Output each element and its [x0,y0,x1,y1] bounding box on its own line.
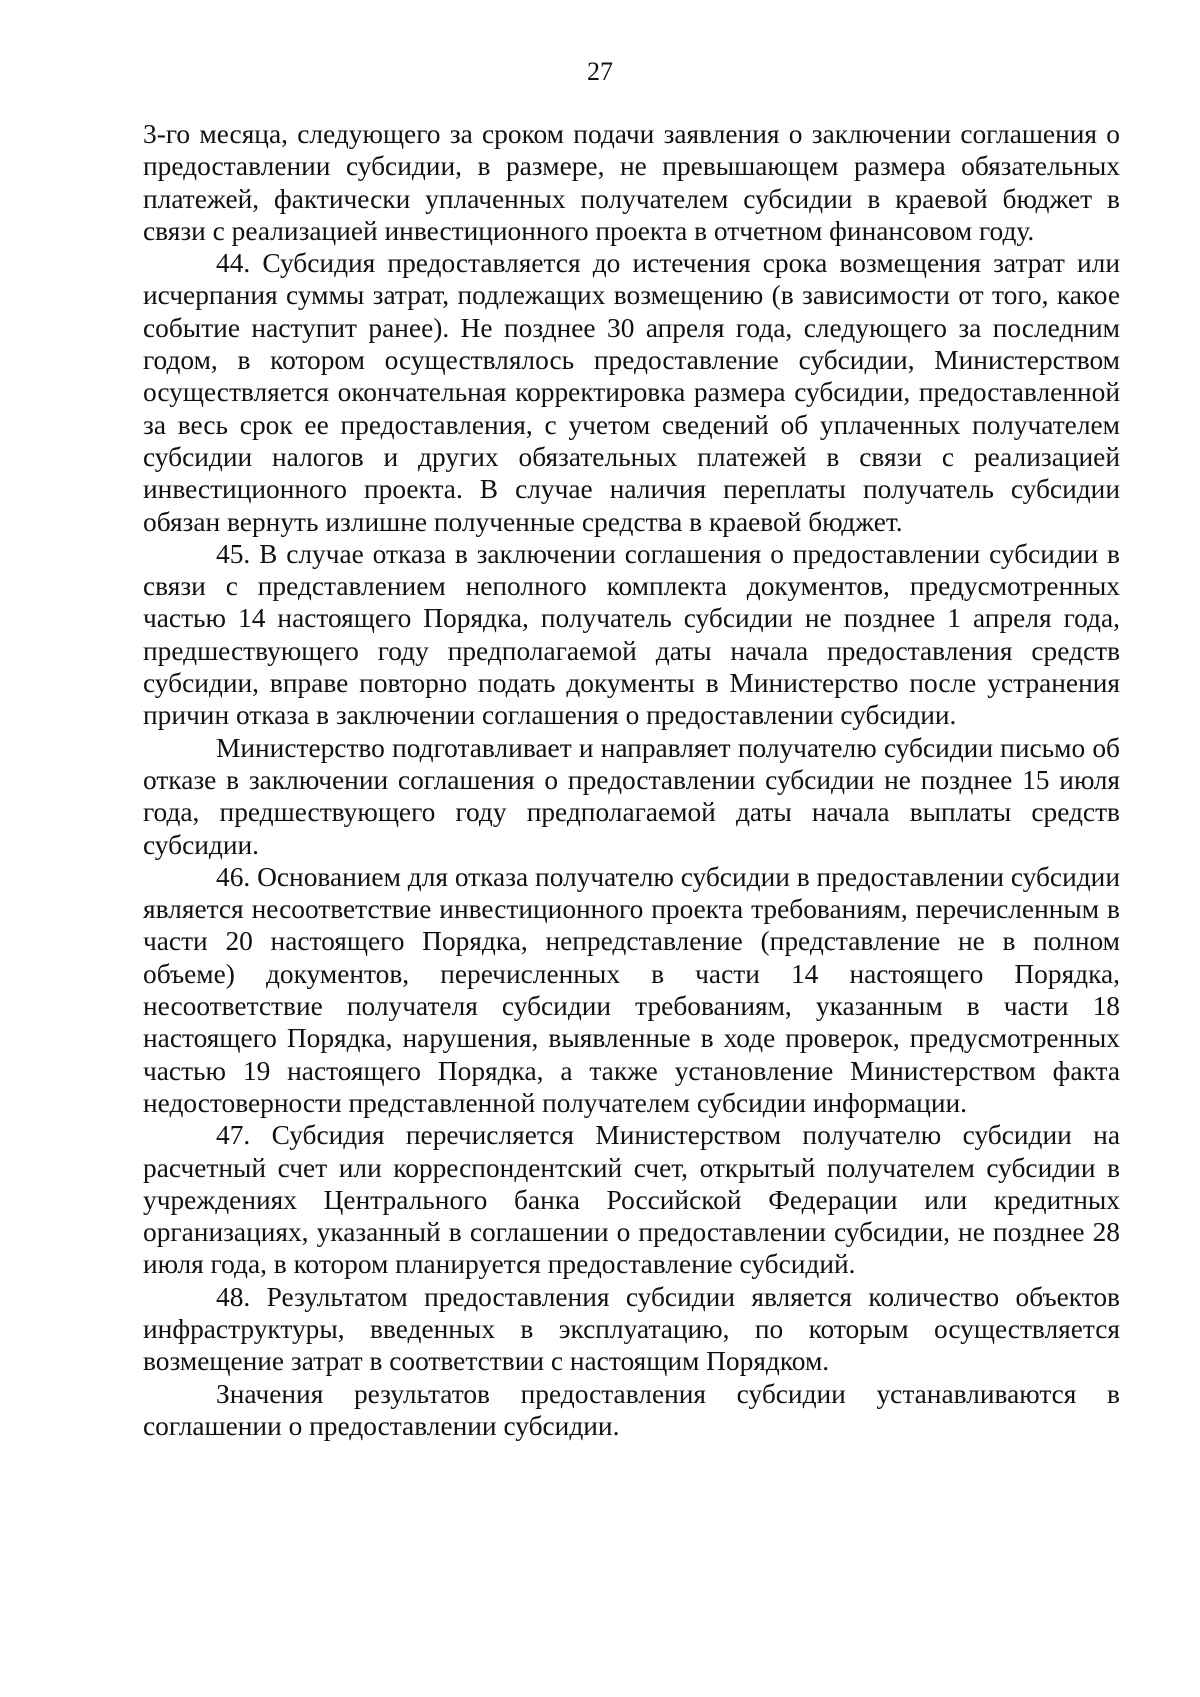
paragraph-46: 46. Основанием для отказа получателю субсидии в предоставлении субсидии является несоответствие инвестиционного проекта требованиям, перечисленным в части 20 настоящего Порядка, непредставление (представление не в полном объеме) документов, перечисленных в части 14 настоящего Порядка, несоответствие получателя субсидии требованиям, указанным в части 18 настоящего Порядка, нарушения, выявленные в ходе проверок, предусмотренных частью 19 настоящего Порядка, а также установление Министерством факта недостоверности представленной получателем субсидии информации. [143,861,1120,1118]
paragraph-48: 48. Результатом предоставления субсидии является количество объектов инфраструктуры, введенных в эксплуатацию, по которым осуществляется возмещение затрат в соответствии с настоящим Порядком. [143,1281,1120,1377]
paragraph-45: 45. В случае отказа в заключении соглашения о предоставлении субсидии в связи с представлением неполного комплекта документов, предусмотренных частью 14 настоящего Порядка, получатель субсидии не позднее 1 апреля года, предшествующего году предполагаемой даты начала предоставления средств субсидии, вправе повторно подать документы в Министерство после устранения причин отказа в заключении соглашения о предоставлении субсидии. [143,538,1120,731]
page-number: 27 [587,57,613,86]
paragraph-45-notice: Министерство подготавливает и направляет получателю субсидии письмо об отказе в заключении соглашения о предоставлении субсидии не позднее 15 июля года, предшествующего году предполагаемой даты начала выплаты средств субсидии. [143,732,1120,860]
document-body [143,118,1120,1442]
paragraph-47: 47. Субсидия перечисляется Министерством получателю субсидии на расчетный счет или корреспондентский счет, открытый получателем субсидии в учреждениях Центрального банка Российской Федерации или кредитных организациях, указанный в соглашении о предоставлении субсидии, не позднее 28 июля года, в котором планируется предоставление субсидий. [143,1120,1120,1280]
paragraph-44: 44. Субсидия предоставляется до истечения срока возмещения затрат или исчерпания суммы затрат, подлежащих возмещению (в зависимости от того, какое событие наступит ранее). Не позднее 30 апреля года, следующего за последним годом, в котором осуществлялось предоставление субсидии, Министерством осуществляется окончательная корректировка размера субсидии, предоставленной за весь срок ее предоставления, с учетом сведений об уплаченных получателем субсидии налогов и других обязательных платежей в связи с реализацией инвестиционного проекта. В случае наличия переплаты получатель субсидии обязан вернуть излишне полученные средства в краевой бюджет. [143,248,1120,537]
paragraph-continuation: 3-го месяца, следующего за сроком подачи заявления о заключении соглашения о предоставлении субсидии, в размере, не превышающем размера обязательных платежей, фактически уплаченных получателем субсидии в краевой бюджет в связи с реализацией инвестиционного проекта в отчетном финансовом году. [143,119,1120,246]
paragraph-48-values: Значения результатов предоставления субсидии устанавливаются в соглашении о предоставлении субсидии. [143,1378,1120,1441]
